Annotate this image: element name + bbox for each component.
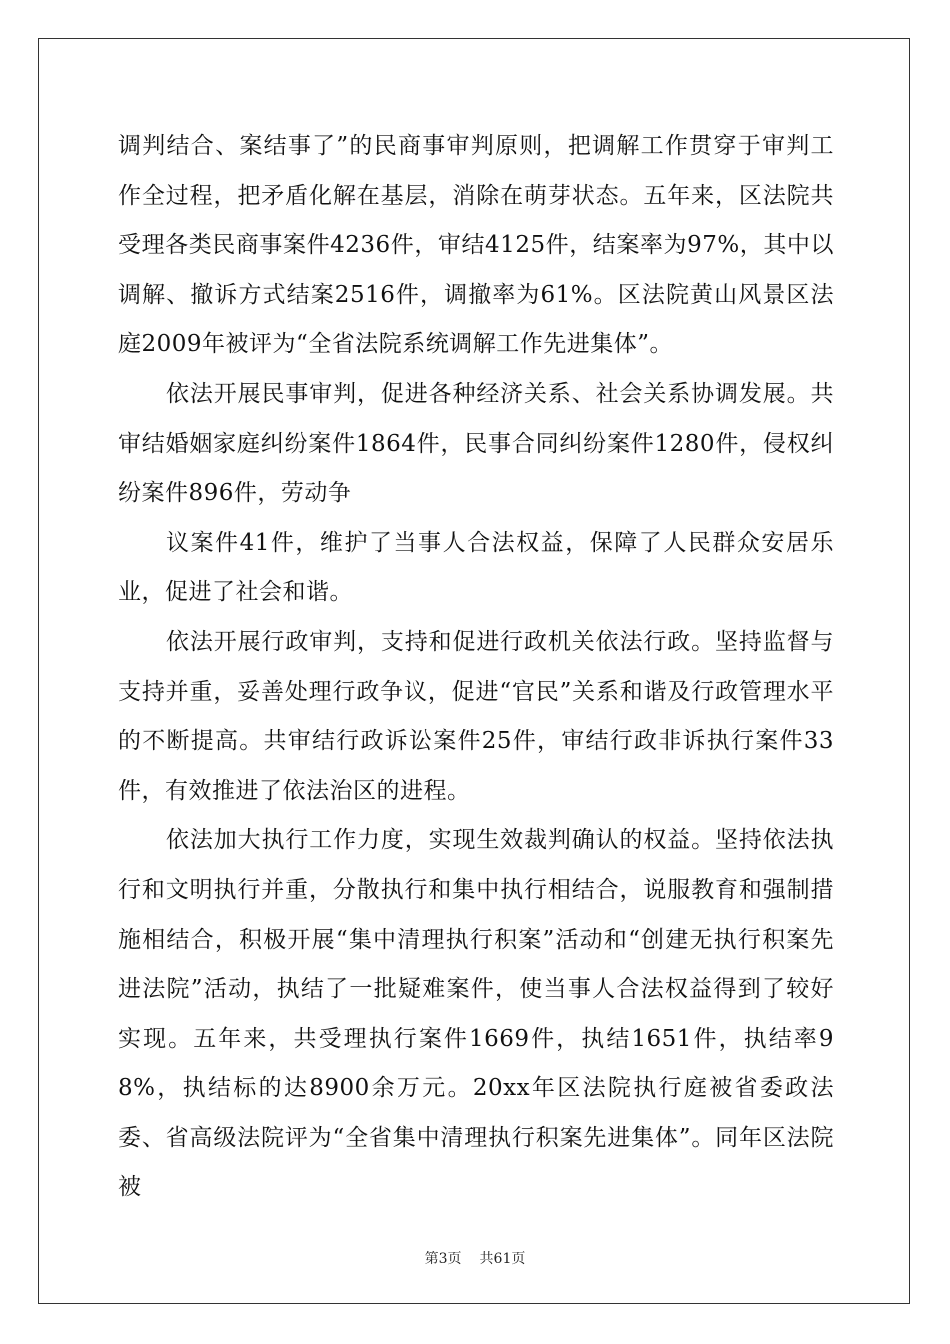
document-body [118, 122, 834, 1213]
paragraph: 依法开展民事审判，促进各种经济关系、社会关系协调发展。共审结婚姻家庭纠纷案件1864件，民事合同纠纷案件1280件，侵权纠纷案件896件，劳动争 [118, 380, 834, 507]
page-footer [0, 1248, 950, 1268]
paragraph: 依法加大执行工作力度，实现生效裁判确认的权益。坚持依法执行和文明执行并重，分散执行和集中执行相结合，说服教育和强制措施相结合，积极开展“集中清理执行积案”活动和“创建无执行积案先进法院”活动，执结了一批疑难案件，使当事人合法权益得到了较好实现。五年来，共受理执行案件1669件，执结1651件，执结率98%，执结标的达8900余万元。20xx年区法院执行庭被省委政法委、省高级法院评为“全省集中清理执行积案先进集体”。同年区法院被 [118, 827, 834, 1201]
paragraph: 调判结合、案结事了”的民商事审判原则，把调解工作贯穿于审判工作全过程，把矛盾化解在基层，消除在萌芽状态。五年来，区法院共受理各类民商事案件4236件，审结4125件，结案率为97%，其中以调解、撤诉方式结案2516件，调撤率为61%。区法院黄山风景区法庭2009年被评为“全省法院系统调解工作先进集体”。 [118, 133, 834, 358]
page-total: 共61页 [479, 1251, 526, 1267]
paragraph: 议案件41件，维护了当事人合法权益，保障了人民群众安居乐业，促进了社会和谐。 [118, 529, 834, 606]
paragraph: 依法开展行政审判，支持和促进行政机关依法行政。坚持监督与支持并重，妥善处理行政争议，促进“官民”关系和谐及行政管理水平的不断提高。共审结行政诉讼案件25件，审结行政非诉执行案件33件，有效推进了依法治区的进程。 [118, 628, 834, 804]
page-number: 第3页 [424, 1251, 462, 1267]
